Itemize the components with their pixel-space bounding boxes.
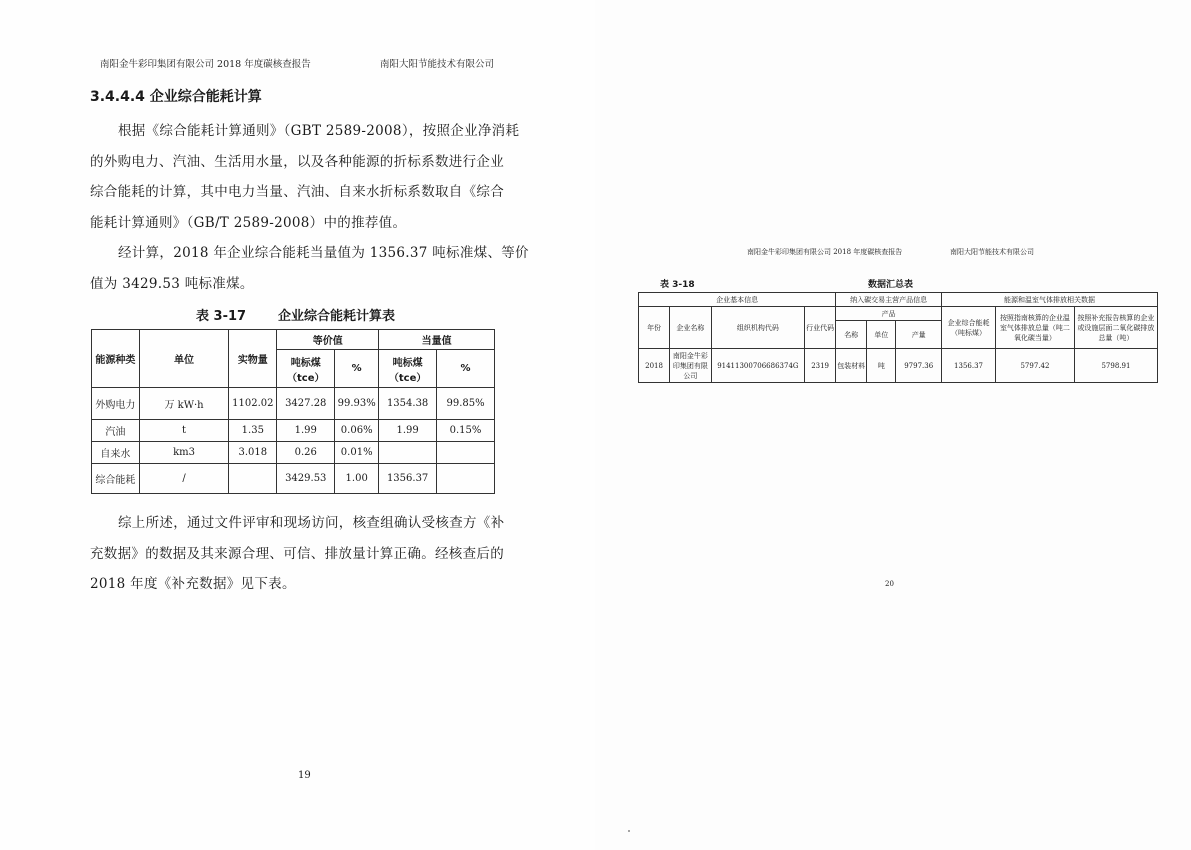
- header-year: 年份: [639, 307, 670, 349]
- cell-output: 9797.36: [896, 349, 942, 383]
- page-19: [0, 0, 595, 850]
- cell-type: 自来水: [92, 442, 140, 464]
- header-product-name: 名称: [836, 321, 867, 349]
- table-row: [639, 349, 1158, 383]
- header-industry-code: 行业代码: [805, 307, 836, 349]
- paragraph-line: 充数据》的数据及其来源合理、可信、排放量计算正确。经核查后的: [90, 545, 504, 562]
- paragraph-line: 值为 3429.53 吨标准煤。: [90, 275, 254, 292]
- cell-company-name: 南阳金牛彩印集团有限公司: [670, 349, 712, 383]
- header-quantity: 实物量: [229, 330, 277, 388]
- header-right-company: 南阳大阳节能技术有限公司: [380, 59, 495, 70]
- cell-guide-emissions: 5797.42: [996, 349, 1075, 383]
- cell-type: 汽油: [92, 420, 140, 442]
- paragraph-method: [90, 116, 519, 238]
- paragraph-conclusion: [90, 508, 504, 600]
- cell-eq-pct: 99.93%: [335, 388, 379, 420]
- header-unit: 单位: [139, 330, 229, 388]
- cell-al-pct: [437, 442, 495, 464]
- header-calorific-value: 当量值: [379, 330, 495, 350]
- header-right-company: 南阳大阳节能技术有限公司: [950, 248, 1034, 256]
- page-number: 19: [298, 770, 311, 781]
- header-tce: 吨标煤（tce）: [379, 350, 437, 388]
- table-3-17-caption-title: 企业综合能耗计算表: [278, 309, 396, 324]
- header-org-code: 组织机构代码: [711, 307, 804, 349]
- cell-org-code: 91411300706686374G: [711, 349, 804, 383]
- cell-al-tce: [379, 442, 437, 464]
- paragraph-result: [90, 238, 529, 299]
- cell-al-tce: 1356.37: [379, 464, 437, 494]
- table-row: [92, 420, 495, 442]
- paragraph-line: 的外购电力、汽油、生活用水量，以及各种能源的折标系数进行企业: [90, 153, 504, 170]
- table-3-17-caption-number: 表 3-17: [196, 309, 247, 324]
- group-basic-info: 企业基本信息: [639, 293, 836, 307]
- paragraph-line: 根据《综合能耗计算通则》（GBT 2589-2008），按照企业净消耗: [118, 123, 520, 139]
- header-energy-consumption: 企业综合能耗（吨标煤）: [942, 307, 996, 349]
- cell-eq-pct: 1.00: [335, 464, 379, 494]
- paragraph-line: 能耗计算通则》（GB/T 2589-2008）中的推荐值。: [90, 214, 407, 231]
- table-row: [92, 442, 495, 464]
- energy-consumption-table: [91, 329, 495, 494]
- cell-unit: t: [139, 420, 229, 442]
- header-product-unit: 单位: [867, 321, 896, 349]
- header-supplementary-emissions: 按照补充报告核算的企业或设施层面二氧化碳排放总量（吨）: [1074, 307, 1157, 349]
- cell-al-pct: 0.15%: [437, 420, 495, 442]
- header-left-title: 南阳金牛彩印集团有限公司 2018 年度碳核查报告: [747, 248, 903, 256]
- header-output: 产量: [896, 321, 942, 349]
- cell-eq-pct: 0.06%: [335, 420, 379, 442]
- cell-supplementary-emissions: 5798.91: [1074, 349, 1157, 383]
- cell-eq-tce: 1.99: [277, 420, 335, 442]
- cell-al-tce: 1354.38: [379, 388, 437, 420]
- paragraph-line: 经计算，2018 年企业综合能耗当量值为 1356.37 吨标准煤、等价: [118, 245, 529, 261]
- cell-eq-tce: 3427.28: [277, 388, 335, 420]
- header-percent: %: [437, 350, 495, 388]
- cell-qty: 1102.02: [229, 388, 277, 420]
- paragraph-line: 综合能耗的计算，其中电力当量、汽油、自来水折标系数取自《综合: [90, 184, 504, 200]
- paragraph-line: 2018 年度《补充数据》见下表。: [90, 576, 296, 592]
- header-product: 产品: [836, 307, 942, 321]
- group-energy-ghg: 能源和温室气体排放相关数据: [942, 293, 1158, 307]
- cell-unit: 万 kW·h: [139, 388, 229, 420]
- cell-eq-tce: 3429.53: [277, 464, 335, 494]
- cell-industry-code: 2319: [805, 349, 836, 383]
- cell-unit: /: [139, 464, 229, 494]
- page-20: [595, 0, 1191, 850]
- cell-al-pct: [437, 464, 495, 494]
- table-row: [92, 464, 495, 494]
- cell-product-unit: 吨: [867, 349, 896, 383]
- header-guide-emissions: 按照指南核算的企业温室气体排放总量（吨二氧化碳当量）: [996, 307, 1075, 349]
- cell-energy-consumption: 1356.37: [942, 349, 996, 383]
- cell-eq-pct: 0.01%: [335, 442, 379, 464]
- group-product-info: 纳入碳交易主营产品信息: [836, 293, 942, 307]
- cell-al-tce: 1.99: [379, 420, 437, 442]
- cell-qty: 1.35: [229, 420, 277, 442]
- cell-type: 综合能耗: [92, 464, 140, 494]
- table-row: [92, 388, 495, 420]
- data-summary-table: [638, 292, 1158, 383]
- header-energy-type: 能源种类: [92, 330, 140, 388]
- cell-al-pct: 99.85%: [437, 388, 495, 420]
- table-3-18-caption-number: 表 3-18: [660, 280, 695, 290]
- cell-eq-tce: 0.26: [277, 442, 335, 464]
- paragraph-line: 综上所述，通过文件评审和现场访问，核查组确认受核查方《补: [118, 515, 505, 531]
- cell-qty: [229, 464, 277, 494]
- header-percent: %: [335, 350, 379, 388]
- cell-product-name: 包装材料: [836, 349, 867, 383]
- cell-type: 外购电力: [92, 388, 140, 420]
- section-heading: 3.4.4.4 企业综合能耗计算: [90, 89, 262, 105]
- header-equivalent-value: 等价值: [277, 330, 379, 350]
- header-tce: 吨标煤（tce）: [277, 350, 335, 388]
- scan-speck: [628, 830, 630, 832]
- cell-unit: km3: [139, 442, 229, 464]
- header-company-name: 企业名称: [670, 307, 712, 349]
- cell-qty: 3.018: [229, 442, 277, 464]
- cell-year: 2018: [639, 349, 670, 383]
- page-number: 20: [885, 580, 894, 588]
- header-left-title: 南阳金牛彩印集团有限公司 2018 年度碳核查报告: [100, 59, 311, 70]
- table-3-18-caption-title: 数据汇总表: [868, 280, 914, 290]
